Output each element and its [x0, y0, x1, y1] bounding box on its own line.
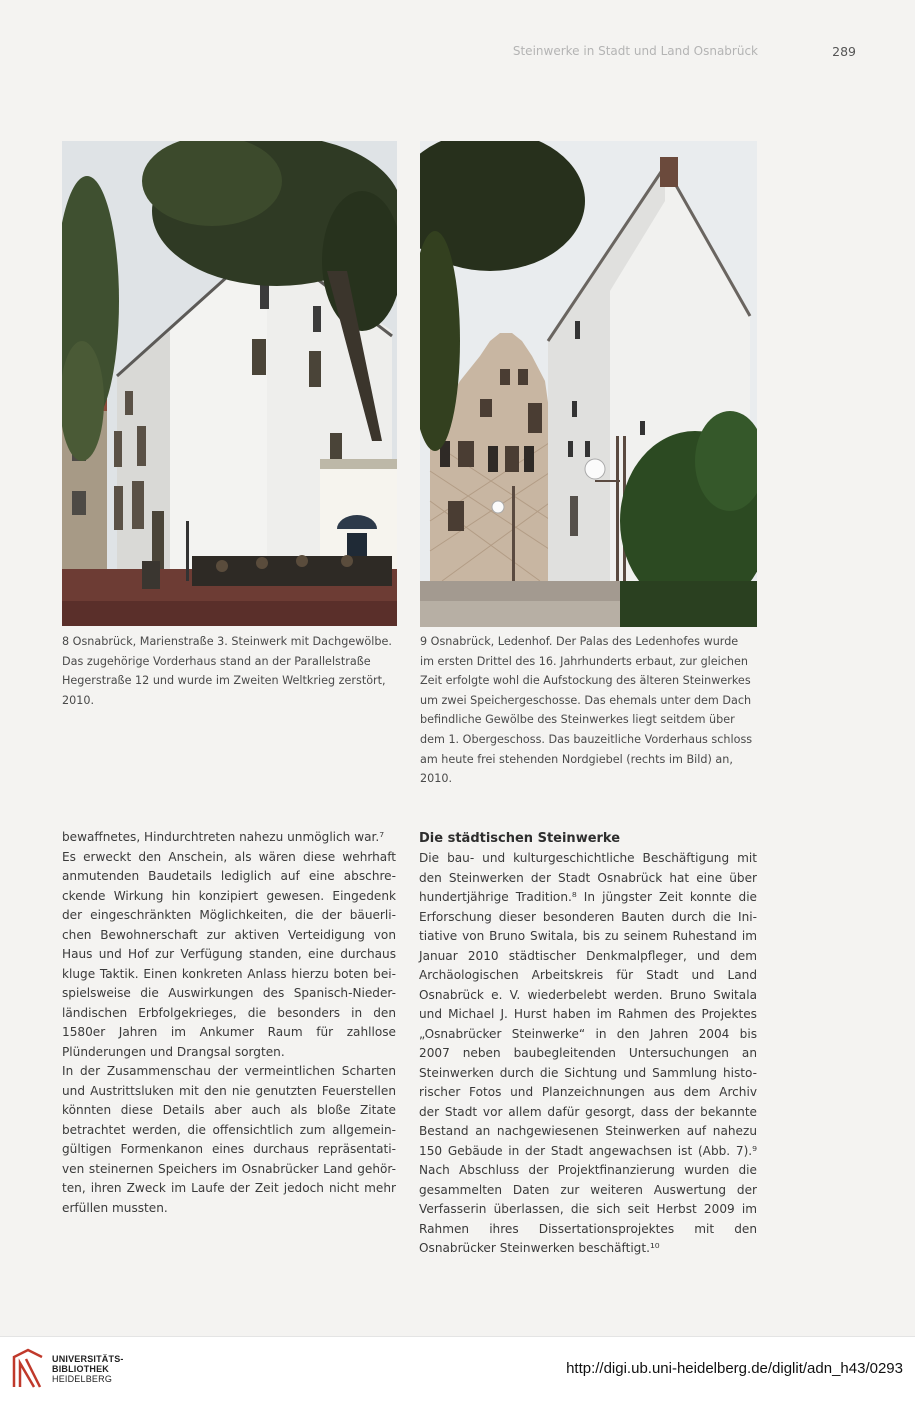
caption-line: Zeit erfolgte wohl die Aufstockung des älteren Steinwerkes [420, 674, 751, 688]
text-line: Archäologischen Arbeitskreis für Stadt und Land [419, 968, 757, 982]
caption-line: am heute frei stehenden Nordgiebel (rechts im Bild) an, [420, 752, 733, 766]
caption-line: 9 Osnabrück, Ledenhof. Der Palas des Ledenhofes wurde [420, 635, 739, 648]
logo-line: UNIVERSITÄTS- [52, 1354, 124, 1364]
caption-line: um zwei Speichergeschosse. Das ehemals unter dem Dach [420, 693, 752, 707]
text-line: tiative von Bruno Switala, bis zu seinem Ruhestand im [419, 929, 757, 943]
figure-9-image [420, 141, 757, 627]
caption-line: 2010. [420, 772, 453, 786]
figure-8-photo [62, 141, 397, 626]
figure-8-image [62, 141, 397, 626]
text-line: erfüllen mussten. [62, 1200, 168, 1215]
text-line: gesammelten Daten zur weiteren Auswertung der [419, 1182, 757, 1197]
text-line: Plünderungen und Drangsal sorgten. [62, 1044, 285, 1059]
text-line: betrachtet werden, die offensichtlich zum allgemein- [62, 1122, 396, 1137]
permalink-url[interactable]: http://digi.ub.uni-heidelberg.de/diglit/adn_h43/0293 [566, 1360, 903, 1377]
text-line: und Michael J. Hurst haben im Rahmen des Projektes [419, 1007, 757, 1021]
figure-9-caption [420, 632, 760, 789]
digitization-footer [0, 1336, 915, 1403]
text-line: Verfasserin überlassen, die sich seit Herbst 2009 im [419, 1202, 757, 1216]
text-line: Die bau- und kulturgeschichtliche Beschäftigung mit [419, 851, 757, 865]
text-line: 150 Gebäude in der Stadt angewachsen ist (Abb. 7).⁹ [419, 1143, 757, 1158]
text-line: 2007 neben baubegleitenden Untersuchungen an [419, 1046, 757, 1060]
text-line: Steinwerken durch die Sichtung und Sammlung histo- [419, 1065, 757, 1080]
text-line: ven steinernen Speichers im Osnabrücker Land gehör- [62, 1161, 396, 1176]
figure-9-photo [420, 141, 757, 627]
text-line: Es erweckt den Anschein, als wären diese wehrhaft [62, 849, 396, 864]
text-line: ten, ihren Zweck im Laufe der Zeit jedoch nicht mehr [62, 1181, 396, 1195]
text-line: rischer Fotos und Planzeichnungen aus dem Archiv [419, 1085, 757, 1099]
library-logo-icon [10, 1347, 46, 1391]
text-line: ckende Wirkung hin konzipiert gewesen. Eingedenk [62, 888, 396, 903]
text-line: gültigen Formenkanon eines durchaus repräsentati- [62, 1142, 396, 1156]
text-line: Osnabrücker Steinwerken beschäftigt.¹⁰ [419, 1241, 660, 1255]
text-line: der eingeschränkten Möglichkeiten, die der bäuerli- [62, 908, 396, 922]
library-logo-text [52, 1354, 124, 1384]
text-line: den Steinwerken der Stadt Osnabrück hat eine über [419, 870, 757, 885]
text-line: der Stadt vor allem dafür gesorgt, dass der bekannte [419, 1104, 757, 1119]
caption-line: dem 1. Obergeschoss. Das bauzeitliche Vorderhaus schloss [420, 732, 753, 746]
left-text-column [62, 828, 396, 1218]
caption-line: 2010. [62, 693, 95, 707]
section-heading: Die städtischen Steinwerke [419, 831, 621, 846]
page-number: 289 [832, 44, 856, 59]
text-line: Rahmen ihres Dissertationsprojektes mit den [419, 1221, 757, 1236]
right-text-column [419, 829, 757, 1259]
running-title: Steinwerke in Stadt und Land Osnabrück [512, 44, 758, 58]
text-line: anmutenden Baudetails lediglich auf eine abschre- [62, 869, 396, 883]
text-line: 1580er Jahren im Ankumer Raum für zahllose [62, 1025, 396, 1039]
logo-line: HEIDELBERG [52, 1374, 113, 1384]
text-line: könnten diese Details aber auch als bloße Zitate [62, 1103, 396, 1117]
logo-line: BIBLIOTHEK [52, 1364, 109, 1374]
text-line: hundertjährige Tradition.⁸ In jüngster Zeit konnte die [419, 890, 757, 904]
figure-8-caption [62, 632, 402, 710]
text-line: kluge Taktik. Einen konkreten Anlass hierzu boten bei- [62, 966, 396, 981]
text-line: chen Bewohnerschaft zur aktiven Verteidigung von [62, 927, 396, 942]
text-line: Osnabrück e. V. wiederbelebt werden. Bruno Switala [419, 987, 757, 1002]
text-line: In der Zusammenschau der vermeintlichen Scharten [62, 1064, 396, 1078]
text-line: Erforschung dieser besonderen Bauten durch die Ini- [419, 909, 757, 924]
text-line: ländischen Erbfolgekrieges, die besonders in den [62, 1005, 396, 1020]
text-line: spielsweise die Auswirkungen des Spanisch-Nieder- [62, 986, 396, 1000]
caption-line: Hegerstraße 12 und wurde im Zweiten Weltkrieg zerstört, [62, 674, 386, 688]
text-line: Bestand an nachgewiesenen Steinwerken auf nahezu [419, 1124, 757, 1138]
caption-line: 8 Osnabrück, Marienstraße 3. Steinwerk mit Dachgewölbe. [62, 635, 392, 648]
text-line: und Austrittsluken mit den nie genutzten Feuerstellen [62, 1083, 396, 1098]
text-line: Nach Abschluss der Projektfinanzierung wurden die [419, 1163, 757, 1177]
text-line: „Osnabrücker Steinwerke“ in den Jahren 2004 bis [419, 1026, 757, 1041]
caption-line: Das zugehörige Vorderhaus stand an der Parallelstraße [62, 654, 371, 668]
caption-line: befindliche Gewölbe des Steinwerkes liegt seitdem über [420, 713, 735, 727]
caption-line: im ersten Drittel des 16. Jahrhunderts erbaut, zur gleichen [420, 654, 748, 668]
text-line: Januar 2010 städtischer Denkmalpfleger, und dem [419, 948, 757, 963]
text-line: bewaffnetes, Hindurchtreten nahezu unmöglich war.⁷ [62, 830, 385, 844]
text-line: Haus und Hof zur Verfügung standen, eine durchaus [62, 947, 396, 961]
